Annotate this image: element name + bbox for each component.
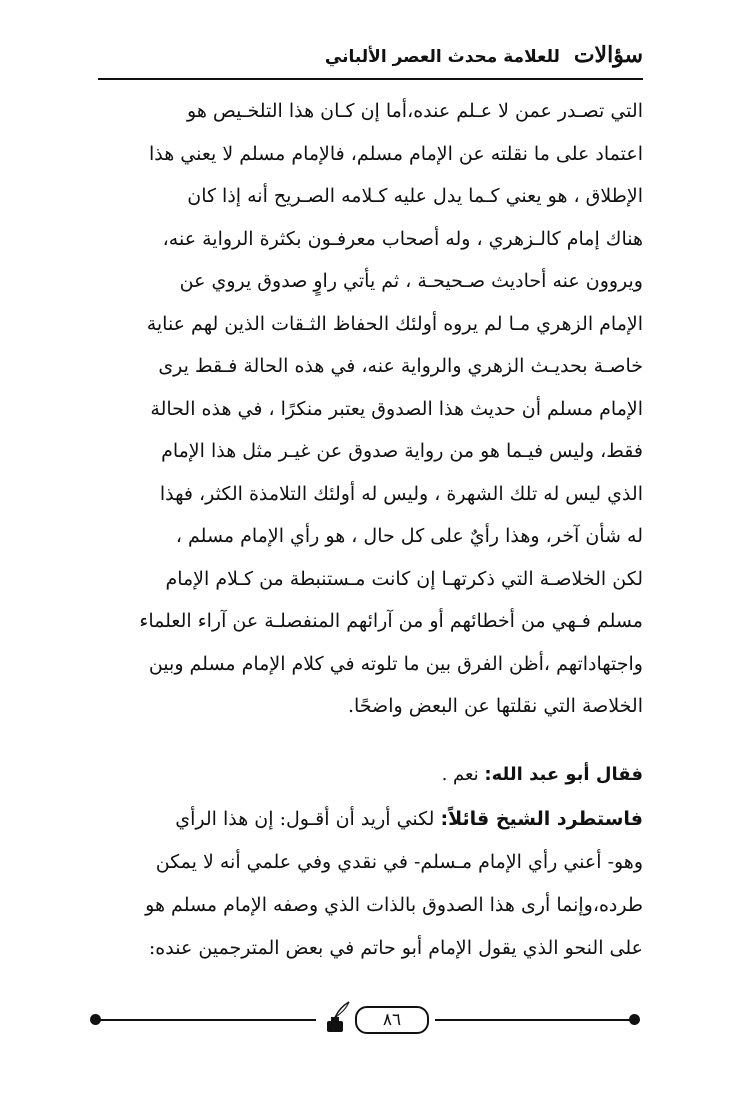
footer-dot-right [629,1014,640,1025]
page-number: ٨٦ [355,1006,429,1034]
reply-text: نعم . [441,764,479,785]
text-line: لكن الخلاصـة التي ذكرتهـا إن كانت مـستنبطة من كـلام الإمام [165,567,643,590]
text-line: واجتهاداتهم ،أظن الفرق بين ما تلوته في كلام الإمام مسلم وبين [148,652,643,675]
text-line: الخلاصة التي نقلتها عن البعض واضحًا. [347,695,643,717]
book-logo: سؤالات [573,42,643,68]
speaker-label: فاستطرد الشيخ قائلاً: [440,808,643,830]
footer-line-right [435,1019,631,1021]
text-line: اعتماد على ما نقلته عن الإمام مسلم، فالإمام مسلم لا يعني هذا [148,142,643,165]
text-line: الإمام الزهري مـا لم يروه أولئك الحفاظ الثـقات الذين لهم عناية [146,312,643,335]
inkwell-quill-icon [322,1000,352,1034]
header-subtitle: للعلامة محدث العصر الألباني [324,47,560,67]
text-line: له شأن آخر، وهذا رأيٌ على كل حال ، هو رأي الإمام مسلم ، [175,525,643,547]
text-line: الإطلاق ، هو يعني كـما يدل عليه كـلامه الصـريح أنه إذا كان [187,185,643,207]
text-line: ويروون عنه أحاديث صـحيحـة ، ثم يأتي راوٍ صدوق يروي عن [179,270,643,292]
text-line: وهو- أعني رأي الإمام مـسلم- في نقدي وفي علمي أنه لا يمكن [155,851,643,873]
text-line: هناك إمام كالـزهري ، وله أصحاب معرفـون بكثرة الرواية عنه، [162,227,643,250]
paragraph-2 [98,755,643,795]
text-line: التي تصـدر عمن لا عـلم عنده،أما إن كـان هذا التلخـيص هو [187,100,643,122]
paragraph-1 [98,90,643,728]
page-footer [90,1000,640,1040]
text-line: طرده،وإنما أرى هذا الصدوق بالذات الذي وصفه الإمام مسلم هو [145,894,643,916]
footer-line-left [98,1019,316,1021]
speaker-label: فقال أبو عبد الله: [484,764,643,785]
paragraph-3 [98,798,643,970]
text-line [98,798,643,841]
page-header [98,30,643,80]
text-line: خاصـة بحديـث الزهري والرواية عنه، في هذه الحالة فـقط يرى [158,355,643,377]
text-line: الإمام مسلم أن حديث هذا الصدوق يعتبر منكرًا ، في هذه الحالة [150,397,643,420]
header-title [325,42,643,68]
line-text: لكني أريد أن أقـول: إن هذا الرأي [175,808,435,830]
text-line: على النحو الذي يقول الإمام أبو حاتم في بعض المترجمين عنده: [148,937,643,959]
text-line [98,755,643,795]
text-line: فقط، وليس فيـما هو من رواية صدوق عن غيـر مثل هذا الإمام [161,440,643,462]
header-divider [98,78,643,80]
text-line: الذي ليس له تلك الشهرة ، وليس له أولئك التلامذة الكثر، فهذا [159,482,643,505]
text-line: مسلم فـهي من أخطائهم أو من آرائهم المنفصلـة عن آراء العلماء [139,610,643,632]
